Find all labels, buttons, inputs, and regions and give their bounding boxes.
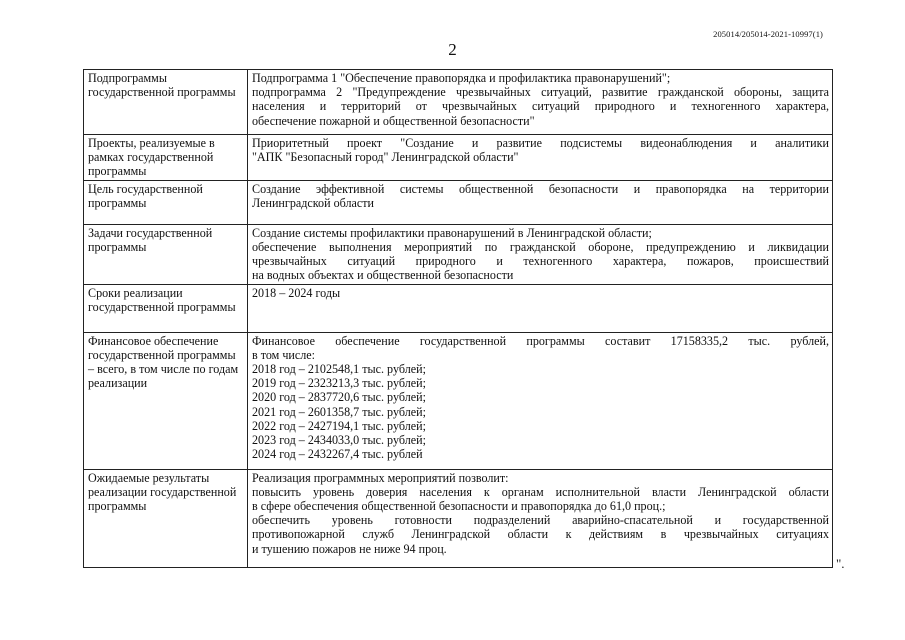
row-label: Ожидаемые результаты реализации государственной программы xyxy=(84,469,248,567)
row-content xyxy=(248,70,833,135)
content-line: 2024 год – 2432267,4 тыс. рублей xyxy=(252,447,423,462)
content-line: обеспечение выполнения мероприятий по гражданской обороне, предупреждению и ликвидации xyxy=(252,239,829,254)
content-line: противопожарной служб Ленинградской области к действиям в чрезвычайных ситуациях xyxy=(252,527,829,542)
row-label: Подпрограммы государственной программы xyxy=(84,70,248,135)
passport-row xyxy=(84,180,833,224)
row-label: Сроки реализации государственной программы xyxy=(84,284,248,332)
closing-quote: ". xyxy=(836,556,845,571)
passport-row xyxy=(84,135,833,181)
content-line: Реализация программных мероприятий позволит: xyxy=(252,470,509,485)
content-line: населения и территорий от чрезвычайных ситуаций природного и техногенного характера, xyxy=(252,99,829,114)
content-line: в том числе: xyxy=(252,347,316,362)
content-line: чрезвычайных ситуаций природного и техногенного характера, пожаров, происшествий xyxy=(252,254,829,269)
content-line: Создание системы профилактики правонарушений в Ленинградской области; xyxy=(252,225,652,240)
document-id: 205014/205014-2021-10997(1) xyxy=(713,29,823,39)
content-line: 2018 год – 2102548,1 тыс. рублей; xyxy=(252,362,426,377)
content-line: 2018 – 2024 годы xyxy=(252,285,341,300)
content-line: в сфере обеспечения общественной безопасности и правопорядка до 61,0 проц.; xyxy=(252,499,666,514)
row-content xyxy=(248,224,833,284)
row-label: Цель государственной программы xyxy=(84,180,248,224)
row-label: Финансовое обеспечение государственной программы – всего, в том числе по годам реализации xyxy=(84,332,248,469)
content-line: 2022 год – 2427194,1 тыс. рублей; xyxy=(252,418,426,433)
content-line: Финансовое обеспечение государственной программы составит 17158335,2 тыс. рублей, xyxy=(252,333,829,348)
passport-row xyxy=(84,284,833,332)
content-line: Ленинградской области xyxy=(252,195,375,210)
row-content xyxy=(248,469,833,567)
content-line: повысить уровень доверия населения к органам исполнительной власти Ленинградской области xyxy=(252,484,829,499)
content-line: Подпрограмма 1 "Обеспечение правопорядка и профилактика правонарушений"; xyxy=(252,71,671,85)
content-line: обеспечение пожарной и общественной безопасности" xyxy=(252,113,535,128)
passport-row xyxy=(84,332,833,469)
content-line: подпрограмма 2 "Предупреждение чрезвычайных ситуаций, развитие гражданской обороны, защита xyxy=(252,85,829,100)
page-number: 2 xyxy=(448,40,457,59)
content-line: 2023 год – 2434033,0 тыс. рублей; xyxy=(252,433,426,448)
row-content xyxy=(248,332,833,469)
row-content xyxy=(248,135,833,181)
passport-row xyxy=(84,469,833,567)
content-line: Создание эффективной системы общественной безопасности и правопорядка на территории xyxy=(252,181,829,196)
row-label: Задачи государственной программы xyxy=(84,224,248,284)
content-line: и тушению пожаров не ниже 94 проц. xyxy=(252,541,447,556)
content-line: на водных объектах и общественной безопасности xyxy=(252,268,514,283)
content-line: 2019 год – 2323213,3 тыс. рублей; xyxy=(252,376,426,391)
row-content xyxy=(248,284,833,332)
program-passport-table xyxy=(83,69,833,568)
content-line: 2020 год – 2837720,6 тыс. рублей; xyxy=(252,390,426,405)
content-line: обеспечить уровень готовности подразделений аварийно-спасательной и государственной xyxy=(252,513,829,528)
passport-row xyxy=(84,70,833,135)
content-line: 2021 год – 2601358,7 тыс. рублей; xyxy=(252,404,426,419)
content-line: Приоритетный проект "Создание и развитие подсистемы видеонаблюдения и аналитики xyxy=(252,136,829,150)
row-label: Проекты, реализуемые в рамках государственной программы xyxy=(84,135,248,181)
content-line: "АПК "Безопасный город" Ленинградской области" xyxy=(252,150,519,165)
row-content xyxy=(248,180,833,224)
passport-row xyxy=(84,224,833,284)
